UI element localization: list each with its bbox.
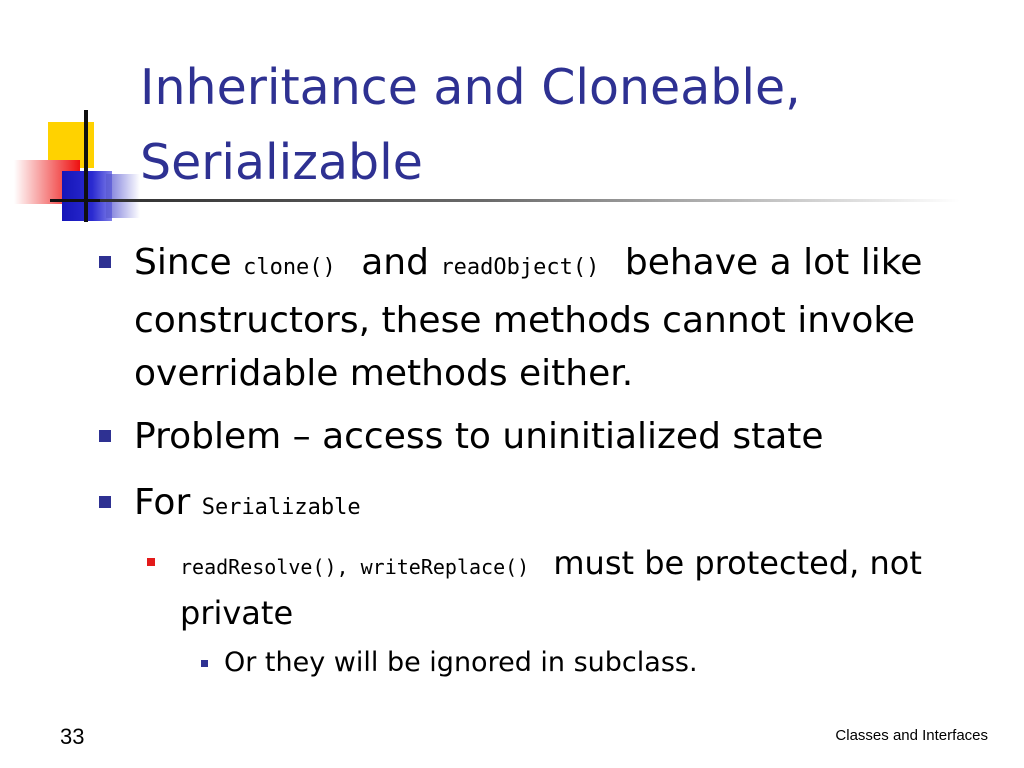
code-clone: clone() bbox=[243, 255, 336, 280]
slide-number: 33 bbox=[60, 724, 85, 749]
title-line-1: Inheritance and Cloneable, bbox=[140, 59, 801, 116]
square-bullet-icon bbox=[99, 256, 111, 268]
square-bullet-icon bbox=[99, 496, 111, 508]
footer-text: Classes and Interfaces bbox=[835, 727, 988, 744]
code-serializable: Serializable bbox=[201, 495, 361, 520]
bullet-3 bbox=[134, 476, 994, 534]
title-line-2: Serializable bbox=[140, 134, 423, 191]
bullet-2 bbox=[134, 410, 994, 463]
bullet-1-text-end: behave a lot like constructors, these methods cannot invoke overridable methods either. bbox=[134, 242, 923, 394]
bullet-3-sub-1-sub-1-text: Or they will be ignored in subclass. bbox=[224, 647, 698, 678]
bullet-2-text: Problem – access to uninitialized state bbox=[134, 416, 824, 457]
bullet-3-sub-1 bbox=[180, 540, 970, 636]
code-readresolve-writereplace: readResolve(), writeReplace() bbox=[180, 555, 530, 579]
bullet-3-sub-1-text: must be protected, not private bbox=[180, 544, 922, 632]
bullet-1-text-and: and bbox=[361, 242, 429, 283]
bullet-1-text-start: Since bbox=[134, 242, 232, 283]
bullet-3-text: For bbox=[134, 482, 191, 523]
square-bullet-icon bbox=[201, 660, 208, 667]
square-bullet-icon bbox=[147, 558, 155, 566]
code-readobject: readObject() bbox=[440, 255, 600, 280]
bullet-1 bbox=[134, 236, 994, 400]
bullet-3-sub-1-sub-1 bbox=[224, 644, 984, 682]
square-bullet-icon bbox=[99, 430, 111, 442]
